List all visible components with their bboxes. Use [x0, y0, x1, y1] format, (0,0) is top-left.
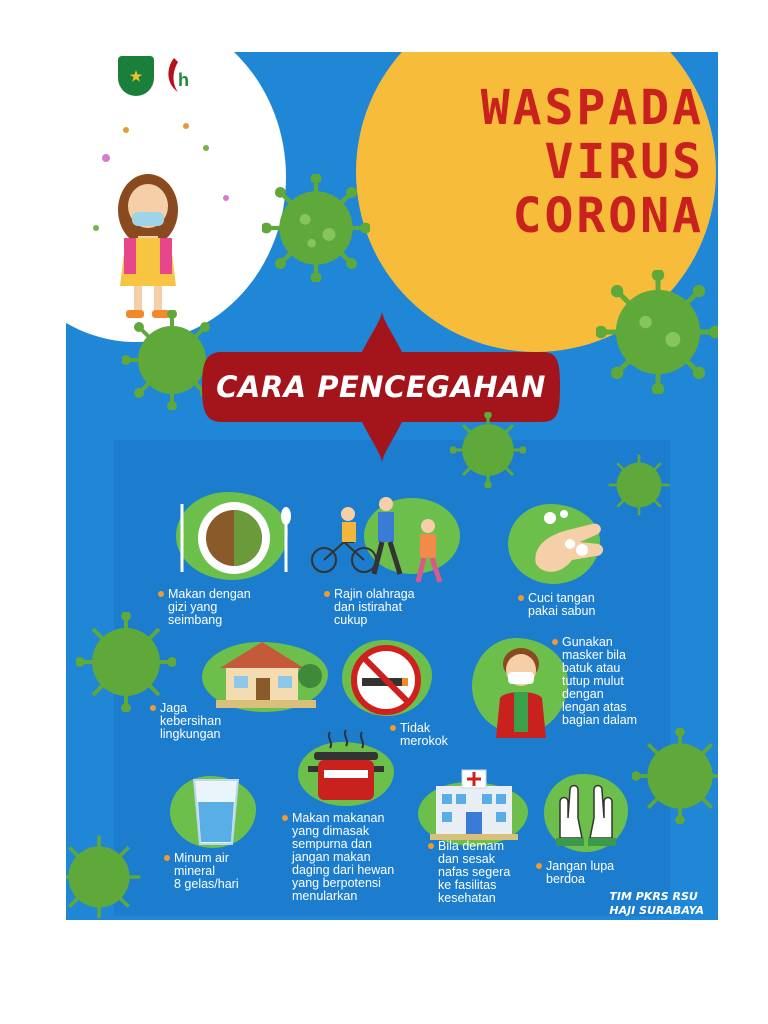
hospital-icon — [426, 760, 522, 840]
title-line-3: CORONA — [512, 188, 704, 244]
title-line-2: VIRUS — [544, 134, 704, 190]
mask-boy-icon — [486, 642, 556, 738]
handwash-icon — [522, 504, 612, 584]
title-line-1: WASPADA — [480, 80, 704, 136]
virus-icon — [632, 728, 718, 824]
house-icon — [206, 636, 326, 710]
virus-icon — [606, 452, 672, 518]
tip-water: Minum air mineral 8 gelas/hari — [174, 852, 239, 891]
tip-food: Makan dengan gizi yang seimbang — [168, 588, 251, 627]
no-smoking-icon — [348, 642, 424, 718]
cyclists-icon — [308, 492, 468, 588]
girl-mask-illustration — [86, 118, 246, 328]
virus-icon — [76, 612, 176, 712]
plate-icon — [174, 496, 294, 580]
credit: TIM PKRS RSU HAJI SURABAYA — [609, 890, 704, 917]
tip-mask: Gunakan masker bila batuk atau tutup mulut dengan lengan atas bagian dalam — [562, 636, 637, 727]
tip-handwash: Cuci tangan pakai sabun — [528, 592, 595, 618]
tip-smoke: Tidak merokok — [400, 722, 448, 748]
water-glass-icon — [188, 776, 244, 848]
tip-cook: Makan makanan yang dimasak sempurna dan jangan makan daging dari hewan yang berpotensi menularkan — [292, 812, 394, 903]
logo-strip — [86, 52, 216, 100]
logo-rsu-haji-icon — [164, 54, 200, 98]
virus-icon — [450, 412, 526, 488]
virus-icon — [596, 270, 718, 394]
svg-text:h: h — [178, 70, 189, 90]
cooking-pot-icon — [306, 728, 386, 812]
poster — [66, 52, 718, 920]
praying-hands-icon — [552, 782, 620, 848]
virus-icon — [66, 832, 144, 920]
logo-jatim-icon: ★ — [118, 56, 154, 96]
tip-hospital: Bila demam dan sesak nafas segera ke fasilitas kesehatan — [438, 840, 510, 905]
banner-title: CARA PENCEGAHAN — [216, 370, 546, 404]
tip-clean: Jaga kebersihan lingkungan — [160, 702, 221, 741]
tip-exercise: Rajin olahraga dan istirahat cukup — [334, 588, 415, 627]
virus-icon — [262, 174, 370, 282]
tip-pray: Jangan lupa berdoa — [546, 860, 614, 886]
